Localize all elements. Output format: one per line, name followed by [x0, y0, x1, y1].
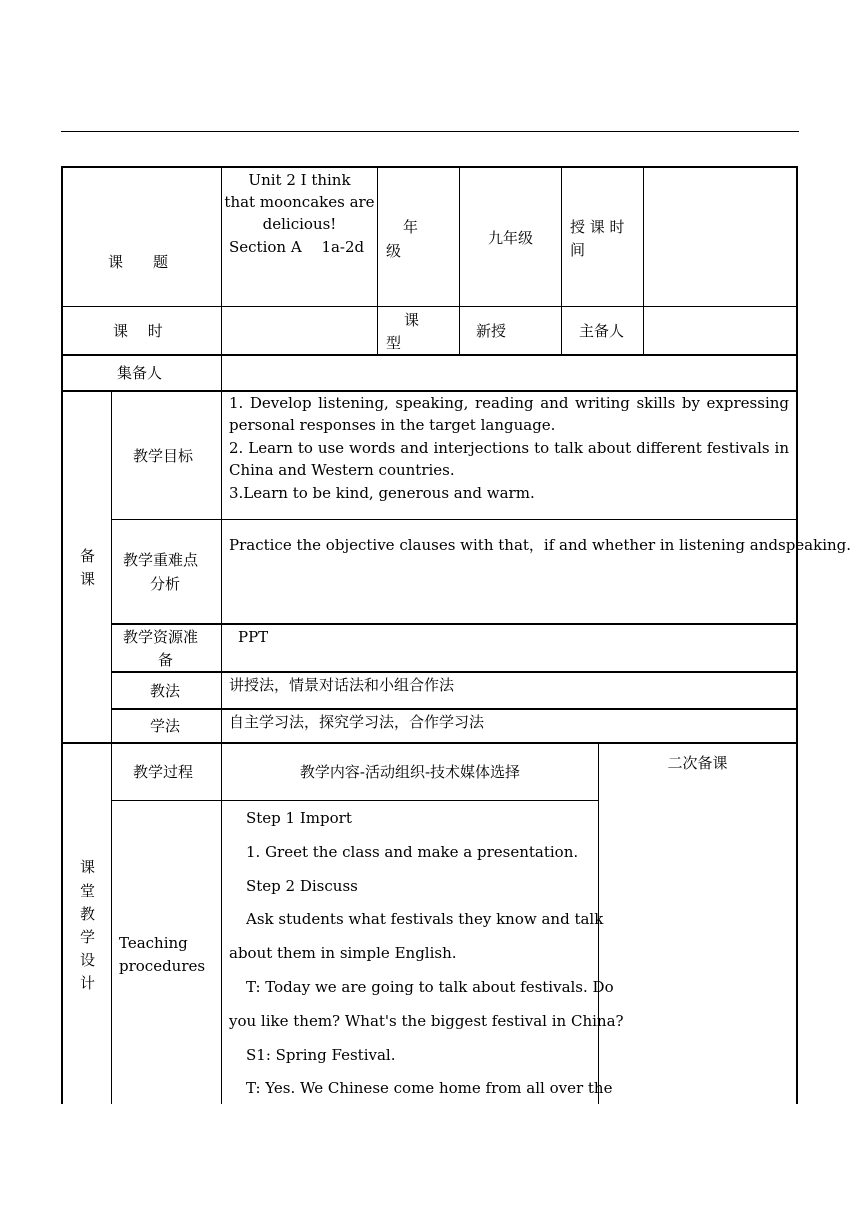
period-label: 课 时: [113, 322, 163, 340]
lesson-type-value: 新授: [476, 322, 507, 340]
procedure-line: S1: Spring Festival.: [246, 1046, 396, 1064]
row-line: [61, 742, 798, 744]
process-header: 教学过程: [133, 763, 194, 781]
design-side-label-5: 设: [80, 951, 96, 969]
resources-text: PPT: [238, 628, 269, 646]
lesson-type-label-2: 型: [386, 334, 402, 352]
class-time-label-2: 间: [570, 241, 586, 259]
design-side-label-4: 学: [80, 928, 96, 946]
topic-label: 课 题: [108, 253, 169, 271]
second-prep-header: 二次备课: [667, 754, 728, 772]
row-line: [111, 519, 798, 520]
prep-side-label-1: 备: [80, 547, 96, 565]
learning-method-text: 自主学习法，探究学习法，合作学习法: [229, 713, 485, 731]
grade-value: 九年级: [487, 229, 533, 247]
grade-label-1: 年: [403, 218, 419, 236]
grade-label-2: 级: [386, 242, 402, 260]
objectives-label: 教学目标: [133, 447, 194, 465]
procedures-label-2: procedures: [119, 957, 206, 975]
header-rule: [61, 131, 799, 132]
design-side-label-6: 计: [80, 974, 96, 992]
objective-2: 2. Learn to use words and interjections to talk about different festivals in China and Western countries.: [229, 439, 789, 479]
resources-label-2: 备: [158, 651, 174, 669]
procedure-line: Step 1 Import: [246, 809, 352, 827]
row-line: [61, 354, 798, 356]
procedures-label-1: Teaching: [119, 934, 188, 952]
objective-3: 3.Learn to be kind, generous and warm.: [229, 484, 535, 502]
content-header: 教学内容-活动组织-技术媒体选择: [299, 763, 521, 781]
row-line: [111, 671, 798, 673]
section-label: Section A 1a-2d: [229, 238, 365, 256]
unit-title-line-1: Unit 2 I think: [248, 171, 351, 189]
learning-method-label: 学法: [150, 717, 181, 735]
procedure-line: 1. Greet the class and make a presentation.: [246, 843, 579, 861]
design-side-label-2: 堂: [80, 882, 96, 900]
group-prep-label: 集备人: [117, 364, 163, 382]
procedure-line: about them in simple English.: [229, 944, 457, 962]
procedure-line: T: Today we are going to talk about festivals. Do: [246, 978, 614, 996]
table-border-top: [61, 166, 798, 168]
host-label: 主备人: [579, 322, 625, 340]
teaching-method-text: 讲授法，情景对话法和小组合作法: [229, 676, 455, 694]
procedure-line: Step 2 Discuss: [246, 877, 358, 895]
procedure-line: Ask students what festivals they know and talk: [246, 910, 604, 928]
key-points-text: Practice the objective clauses with that，if and whether in listening andspeaking.: [229, 536, 852, 554]
procedure-line: T: Yes. We Chinese come home from all over the: [246, 1079, 613, 1097]
design-side-label-1: 课: [80, 858, 96, 876]
row-line: [61, 306, 798, 307]
resources-label-1: 教学资源准: [123, 628, 199, 646]
key-points-label-1: 教学重难点: [123, 551, 199, 569]
row-line: [111, 708, 798, 710]
row-line: [111, 623, 798, 625]
col-line: [221, 390, 222, 1104]
unit-title-line-2: that mooncakes are: [224, 193, 375, 211]
col-line: [561, 166, 562, 356]
class-time-label-1: 授 课 时: [570, 218, 625, 236]
procedure-line: you like them? What's the biggest festival in China?: [229, 1012, 624, 1030]
col-line: [643, 166, 644, 356]
design-side-label-3: 教: [80, 905, 96, 923]
unit-title-line-3: delicious!: [262, 215, 337, 233]
col-line: [111, 390, 112, 1104]
key-points-label-2: 分析: [150, 575, 181, 593]
col-line: [377, 166, 378, 356]
col-line: [221, 354, 222, 392]
row-line: [111, 800, 599, 801]
col-line: [459, 166, 460, 356]
prep-side-label-2: 课: [80, 570, 96, 588]
teaching-method-label: 教法: [150, 682, 181, 700]
objective-1: 1. Develop listening, speaking, reading and writing skills by expressing personal responses in the target language.: [229, 394, 789, 434]
lesson-type-label-1: 课: [404, 311, 420, 329]
